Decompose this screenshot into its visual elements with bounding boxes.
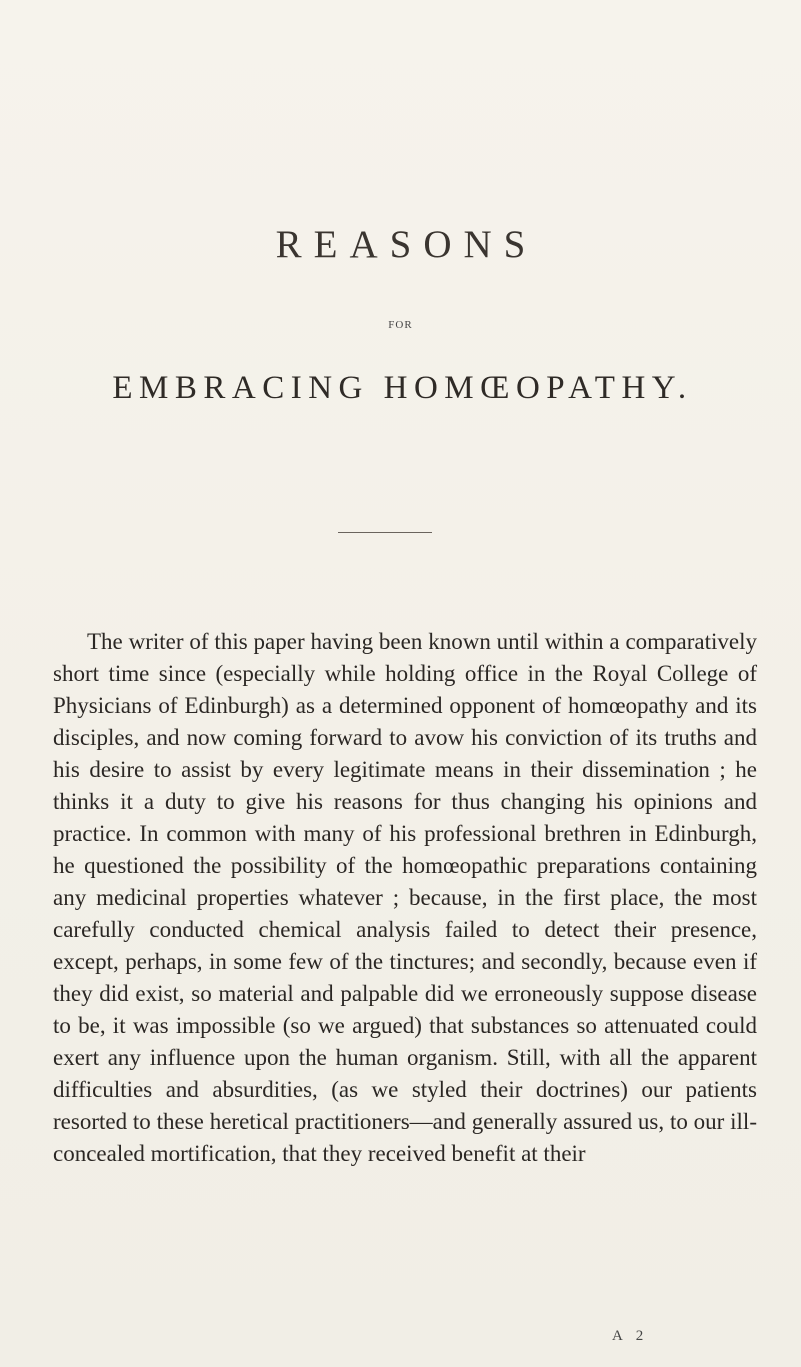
- body-paragraph: The writer of this paper having been known until within a comparatively short time since (especially while holding office in the Royal College of Physicians of Edinburgh) as a determined opponent of homœopathy and its disciples, and now coming forward to avow his conviction of its truths and his desire to assist by every legitimate means in their dissemination ; he thinks it a duty to give his reasons for thus changing his opinions and practice. In common with many of his professional brethren in Edinburgh, he questioned the possibility of the homœopathic preparations containing any medicinal properties whatever ; because, in the first place, the most carefully conducted chemical analysis failed to detect their presence, except, perhaps, in some few of the tinctures; and secondly, because even if they did exist, so material and palpable did we erroneously suppose disease to be, it was impossible (so we argued) that substances so attenuated could exert any influence upon the human organism. Still, with all the apparent difficulties and absurdities, (as we styled their doctrines) our patients resorted to these heretical practitioners—and generally assured us, to our ill-concealed mortification, that they received benefit at their: [53, 629, 757, 1166]
- signature-mark: A 2: [612, 1328, 649, 1344]
- page-subtitle: EMBRACING HOMŒOPATHY.: [112, 370, 693, 406]
- page-title: REASONS: [275, 223, 538, 266]
- section-divider: [338, 532, 432, 533]
- for-label: FOR: [388, 319, 413, 331]
